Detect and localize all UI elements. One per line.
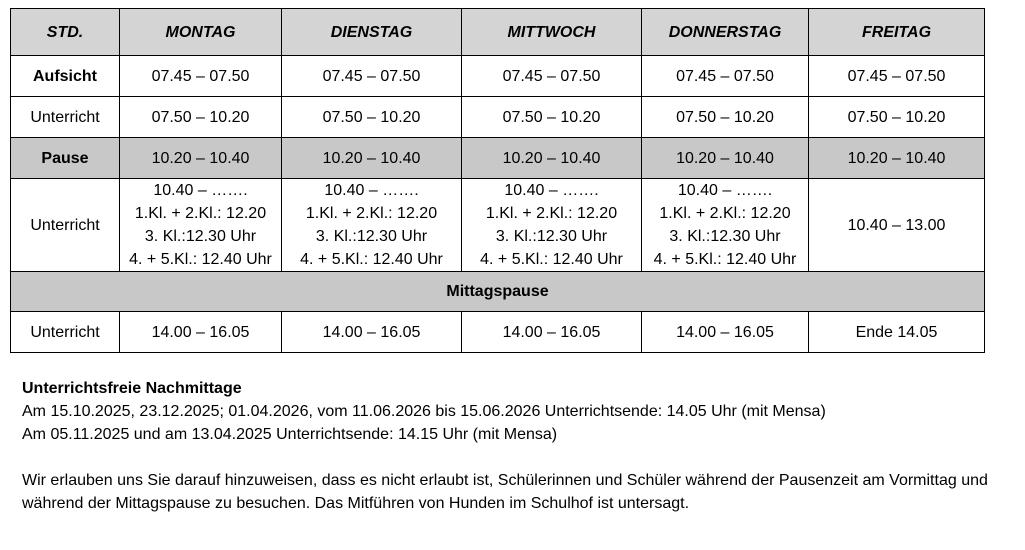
header-dienstag: DIENSTAG (282, 9, 462, 56)
cell-line: 3. Kl.:12.30 Uhr (669, 228, 781, 245)
row-label: Unterricht (11, 312, 120, 353)
table-row-unterricht-3 (11, 312, 985, 353)
table-row-pause (11, 138, 985, 179)
cell-line: 10.40 – ……. (677, 182, 773, 199)
table-cell: 07.50 – 10.20 (462, 97, 642, 138)
table-row-mittagspause (11, 272, 985, 312)
mittagspause-cell: Mittagspause (11, 272, 985, 312)
table-cell: 07.45 – 07.50 (642, 56, 809, 97)
cell-line: 3. Kl.:12.30 Uhr (144, 228, 257, 245)
cell-line: 1.Kl. + 2.Kl.: 12.20 (305, 205, 438, 222)
cell-line: 4. + 5.Kl.: 12.40 Uhr (300, 251, 443, 268)
cell-line: 3. Kl.:12.30 Uhr (495, 228, 608, 245)
table-row-aufsicht (11, 56, 985, 97)
row-label: Pause (11, 138, 120, 179)
table-cell: 10.20 – 10.40 (642, 138, 809, 179)
table-cell: Ende 14.05 (809, 312, 985, 353)
header-row (11, 9, 985, 56)
header-mittwoch: MITTWOCH (462, 9, 642, 56)
table-cell: 10.20 – 10.40 (282, 138, 462, 179)
row-label: Unterricht (11, 97, 120, 138)
table-cell (642, 179, 809, 272)
cell-line: 4. + 5.Kl.: 12.40 Uhr (129, 251, 272, 268)
spacer (22, 446, 1022, 469)
notes-line: Am 05.11.2025 und am 13.04.2025 Unterrichtsende: 14.15 Uhr (mit Mensa) (22, 426, 558, 443)
row-label: Unterricht (11, 179, 120, 272)
notes-line: Am 15.10.2025, 23.12.2025; 01.04.2026, vom 11.06.2026 bis 15.06.2026 Unterrichtsende: 14.05 Uhr (mit Mensa) (22, 403, 826, 420)
schedule-table (10, 8, 985, 353)
header-donnerstag: DONNERSTAG (642, 9, 809, 56)
header-std: STD. (11, 9, 120, 56)
table-cell: 14.00 – 16.05 (642, 312, 809, 353)
table-cell (120, 179, 282, 272)
table-cell: 14.00 – 16.05 (462, 312, 642, 353)
cell-line: 10.40 – ……. (324, 182, 419, 199)
table-cell: 07.45 – 07.50 (809, 56, 985, 97)
cell-line: 10.40 – ……. (153, 182, 248, 199)
header-freitag: FREITAG (809, 9, 985, 56)
cell-line: 1.Kl. + 2.Kl.: 12.20 (134, 205, 267, 222)
notes-paragraph: während der Mittagspause zu besuchen. Das Mitführen von Hunden im Schulhof ist untersagt. (22, 495, 690, 512)
table-cell: 07.45 – 07.50 (120, 56, 282, 97)
table-cell: 07.50 – 10.20 (120, 97, 282, 138)
table-cell: 07.45 – 07.50 (462, 56, 642, 97)
notes-section (22, 377, 1022, 515)
row-label: Aufsicht (11, 56, 120, 97)
table-cell (462, 179, 642, 272)
cell-line: 4. + 5.Kl.: 12.40 Uhr (653, 251, 797, 268)
table-cell: 14.00 – 16.05 (120, 312, 282, 353)
table-cell: 10.20 – 10.40 (809, 138, 985, 179)
table-cell: 07.45 – 07.50 (282, 56, 462, 97)
header-montag: MONTAG (120, 9, 282, 56)
cell-line: 10.40 – ……. (504, 182, 599, 199)
notes-paragraph: Wir erlauben uns Sie darauf hinzuweisen, dass es nicht erlaubt ist, Schülerinnen und Schüler während der Pausenzeit am Vormittag und (22, 472, 988, 489)
cell-line: 1.Kl. + 2.Kl.: 12.20 (485, 205, 618, 222)
cell-line: 10.40 – 13.00 (847, 216, 946, 234)
table-row-unterricht-2 (11, 179, 985, 272)
table-cell: 07.50 – 10.20 (809, 97, 985, 138)
cell-line: 4. + 5.Kl.: 12.40 Uhr (480, 251, 623, 268)
table-cell: 10.20 – 10.40 (120, 138, 282, 179)
table-cell: 07.50 – 10.20 (642, 97, 809, 138)
table-cell (809, 179, 985, 272)
table-cell: 10.20 – 10.40 (462, 138, 642, 179)
table-cell: 14.00 – 16.05 (282, 312, 462, 353)
table-cell (282, 179, 462, 272)
notes-heading: Unterrichtsfreie Nachmittage (22, 380, 242, 397)
table-cell: 07.50 – 10.20 (282, 97, 462, 138)
cell-line: 1.Kl. + 2.Kl.: 12.20 (659, 205, 791, 222)
cell-line: 3. Kl.:12.30 Uhr (315, 228, 428, 245)
table-row-unterricht-1 (11, 97, 985, 138)
